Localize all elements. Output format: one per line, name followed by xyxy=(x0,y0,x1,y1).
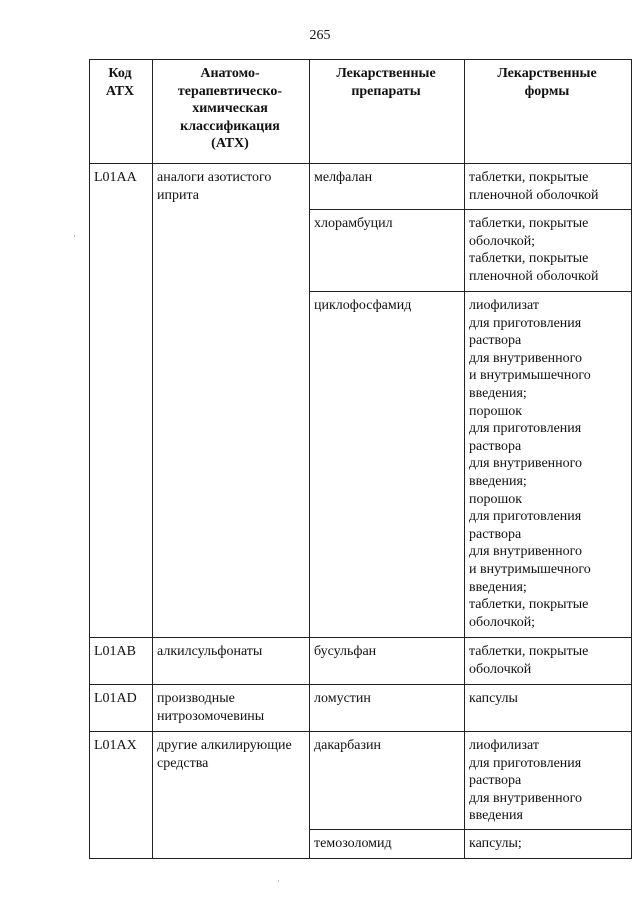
drug-name-cell: дакарбазин xyxy=(310,732,465,830)
dosage-form-cell: капсулы xyxy=(465,685,632,732)
margin-mark: · xyxy=(73,231,76,241)
drug-name-cell: мелфалан xyxy=(310,164,465,210)
atx-table xyxy=(89,59,632,859)
header-forms: Лекарственные формы xyxy=(465,60,632,164)
atx-code-cell: L01AA xyxy=(90,164,153,638)
header-classification: Анатомо- терапевтическо- химическая классификация (АТХ) xyxy=(153,60,310,164)
page-number: 265 xyxy=(309,28,331,43)
header-drugs: Лекарственные препараты xyxy=(310,60,465,164)
dosage-form-cell: таблетки, покрытые пленочной оболочкой xyxy=(465,164,632,210)
atx-code-cell: L01AD xyxy=(90,685,153,732)
classification-cell: производные нитрозомочевины xyxy=(153,685,310,732)
table-row xyxy=(90,732,632,830)
dosage-form-cell: лиофилизат для приготовления раствора для внутривенного введения xyxy=(465,732,632,830)
drug-name-cell: циклофосфамид xyxy=(310,292,465,638)
drug-name-cell: хлорамбуцил xyxy=(310,210,465,292)
table-header-row xyxy=(90,60,632,164)
drug-name-cell: темозоломид xyxy=(310,830,465,859)
table-row xyxy=(90,164,632,210)
table-row xyxy=(90,685,632,732)
bottom-mark: · xyxy=(277,876,280,886)
header-code: Код АТХ xyxy=(90,60,153,164)
atx-code-cell: L01AB xyxy=(90,638,153,685)
dosage-form-cell: лиофилизат для приготовления раствора для внутривенного и внутримышечного введения; порошок для приготовления раствора для внутривенного введения; порошок для приготовления раствора для внутривенного и внутримышечного введения; таблетки, покрытые оболочкой; xyxy=(465,292,632,638)
drug-name-cell: бусульфан xyxy=(310,638,465,685)
dosage-form-cell: капсулы; xyxy=(465,830,632,859)
dosage-form-cell: таблетки, покрытые оболочкой; таблетки, покрытые пленочной оболочкой xyxy=(465,210,632,292)
classification-cell: алкилсульфонаты xyxy=(153,638,310,685)
drug-name-cell: ломустин xyxy=(310,685,465,732)
classification-cell: другие алкилирующие средства xyxy=(153,732,310,859)
atx-code-cell: L01AX xyxy=(90,732,153,859)
table-row xyxy=(90,638,632,685)
dosage-form-cell: таблетки, покрытые оболочкой xyxy=(465,638,632,685)
classification-cell: аналоги азотистого иприта xyxy=(153,164,310,638)
